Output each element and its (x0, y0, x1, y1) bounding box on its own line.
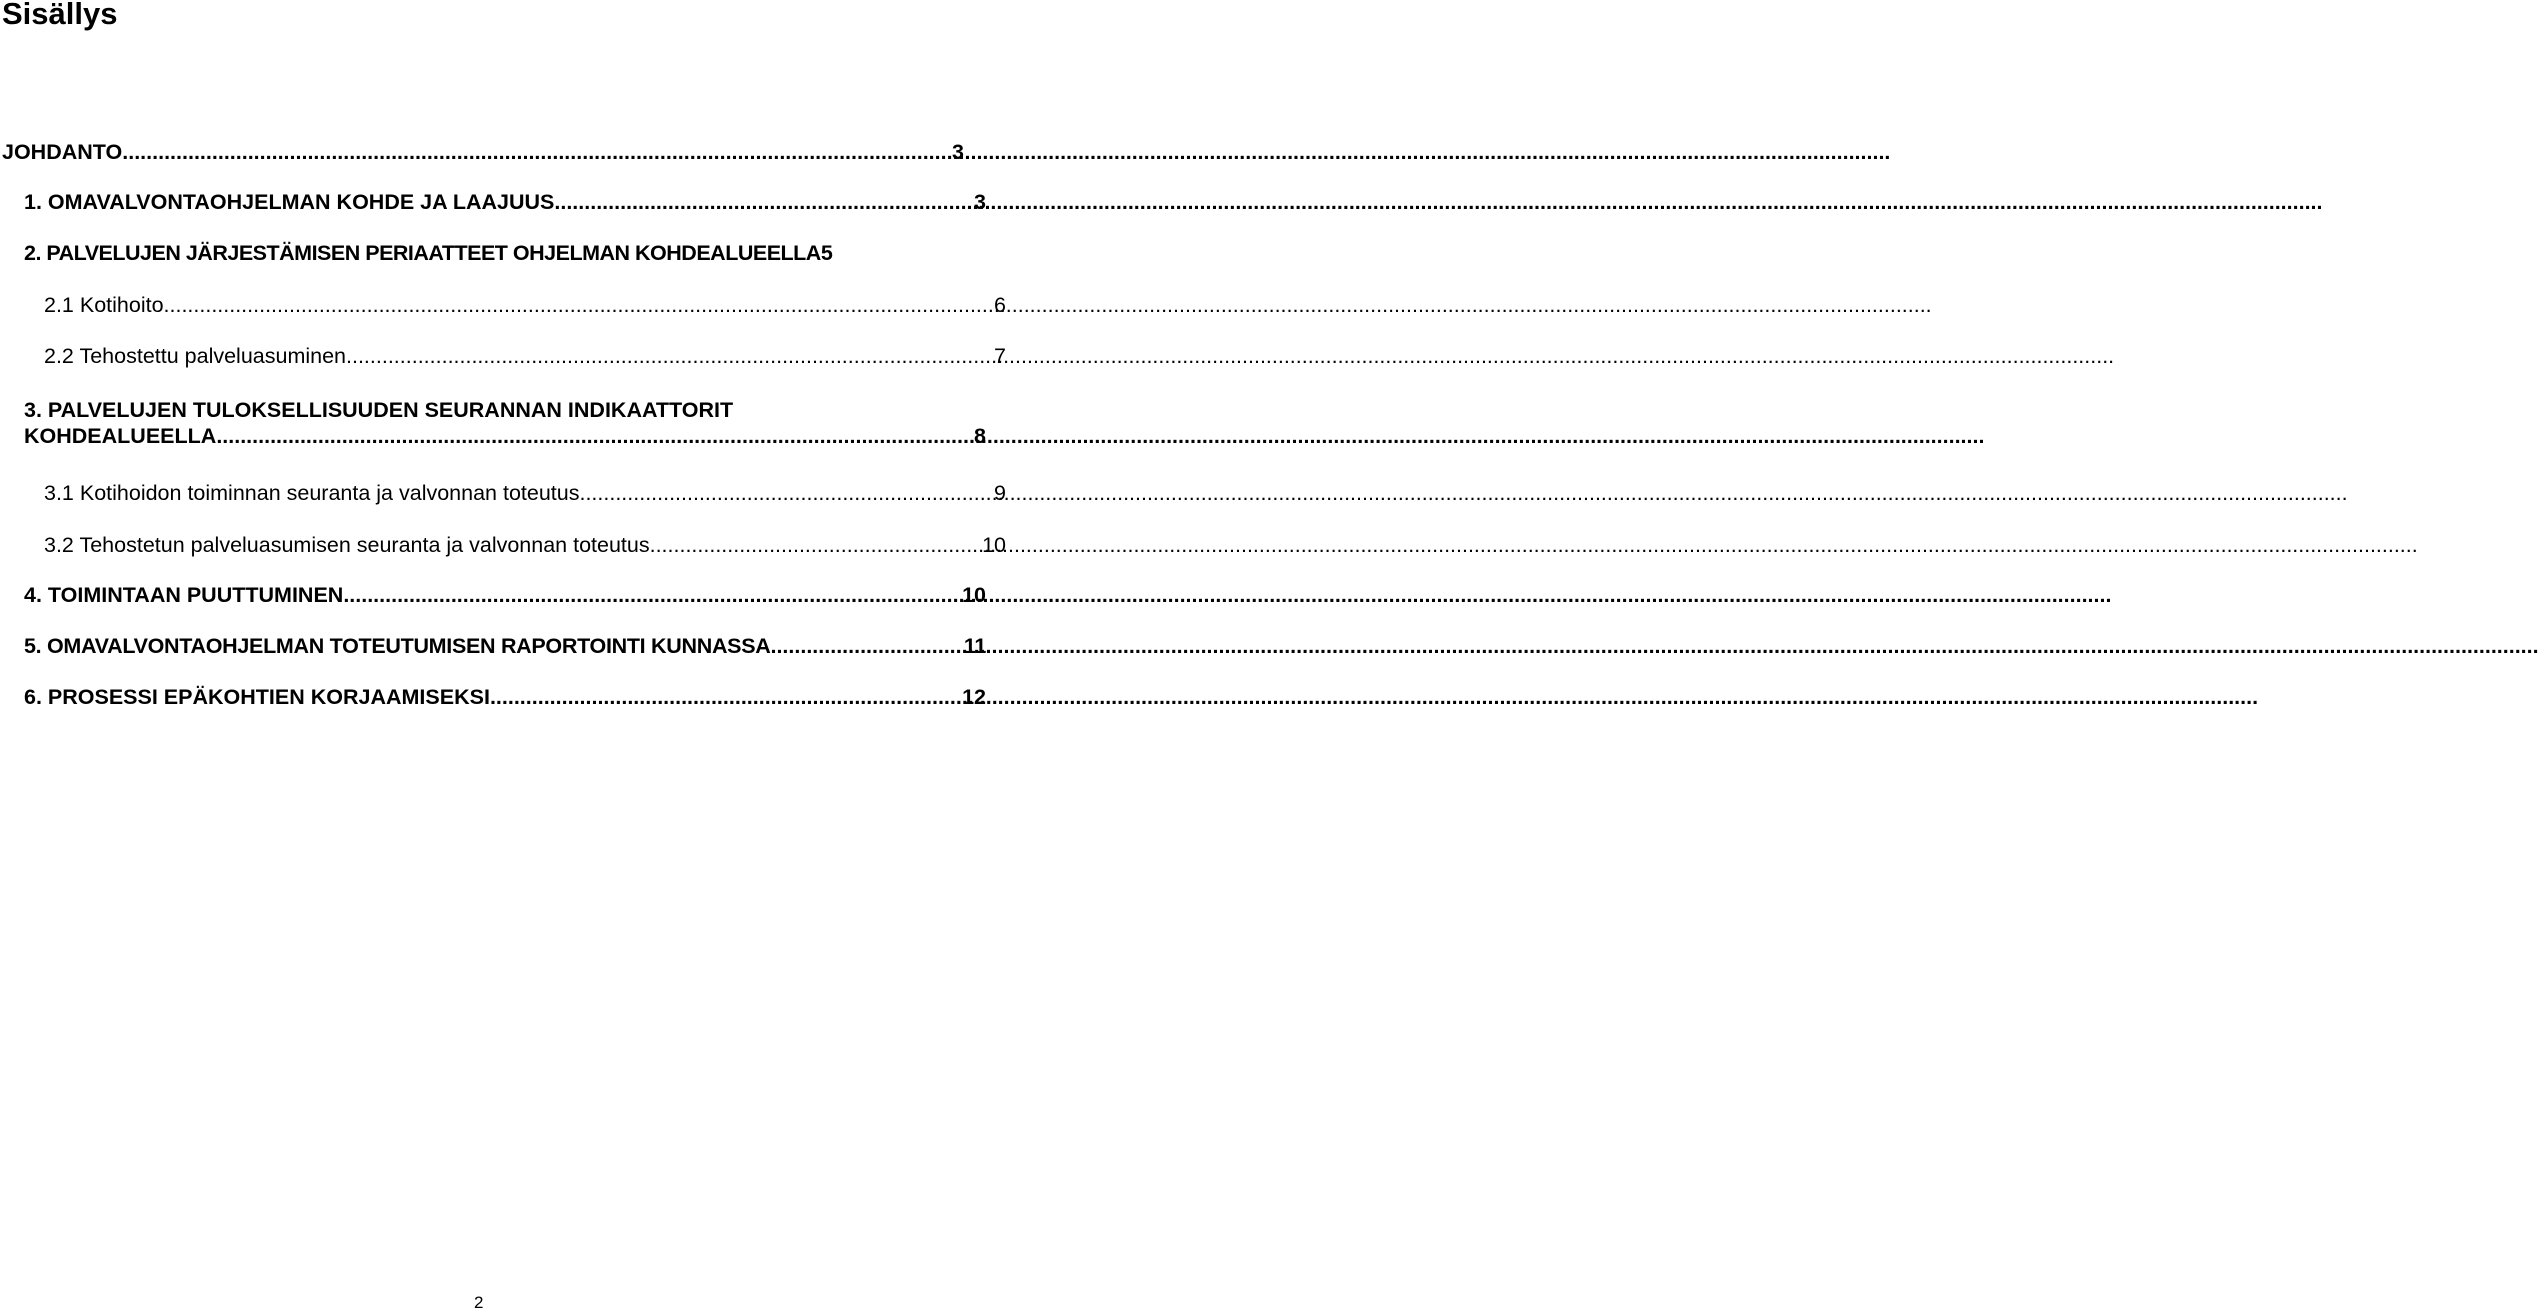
toc-dot-leader (554, 190, 974, 214)
toc-page-number: 10 (962, 583, 986, 607)
toc-entry-section-2-1[interactable] (0, 293, 1006, 317)
toc-page-number: 6 (994, 293, 1006, 317)
toc-dot-leader (579, 481, 994, 505)
toc-entry-section-5[interactable] (0, 634, 986, 658)
toc-entry-section-6[interactable] (0, 685, 986, 709)
toc-entry-text: 2.2 Tehostettu palveluasuminen (44, 344, 347, 368)
toc-page-number: 11 (963, 634, 986, 658)
page-number: 2 (474, 1293, 484, 1312)
toc-entry-text: 3.1 Kotihoidon toiminnan seuranta ja valvonnan toteutus (44, 481, 580, 505)
toc-page-number: 3 (952, 140, 964, 164)
toc-dot-leader (346, 344, 994, 368)
toc-dot-leader (164, 293, 995, 317)
toc-dot-leader (770, 634, 963, 658)
toc-entry-text: 4. TOIMINTAAN PUUTTUMINEN (24, 583, 344, 607)
toc-page-number: 5 (820, 241, 833, 265)
toc-entry-text-continued: KOHDEALUEELLA (24, 424, 217, 448)
toc-dot-leader (490, 685, 962, 709)
toc-page-number: 12 (962, 685, 986, 709)
toc-entry-text: 3.2 Tehostetun palveluasumisen seuranta ja valvonnan toteutus (44, 533, 650, 557)
toc-entry-text: 2.1 Kotihoito (44, 293, 164, 317)
toc-entry-section-2-2[interactable] (0, 344, 1006, 368)
toc-entry-text: 2. PALVELUJEN JÄRJESTÄMISEN PERIAATTEET OHJELMAN KOHDEALUEELLA (24, 241, 821, 265)
toc-entry-section-4[interactable] (0, 583, 986, 607)
toc-page-number: 8 (974, 424, 986, 448)
toc-entry-section-3[interactable] (0, 396, 986, 456)
toc-page-number: 10 (982, 533, 1006, 557)
toc-entry-text: 5. OMAVALVONTAOHJELMAN TOTEUTUMISEN RAPORTOINTI KUNNASSA (24, 634, 771, 658)
toc-entry-text: 6. PROSESSI EPÄKOHTIEN KORJAAMISEKSI (24, 685, 490, 709)
toc-page-number: 3 (974, 190, 986, 214)
toc-entry-text: 3. PALVELUJEN TULOKSELLISUUDEN SEURANNAN INDIKAATTORIT (24, 398, 734, 422)
toc-entry-section-1[interactable] (0, 190, 986, 214)
toc-entry-section-2[interactable] (0, 241, 986, 265)
toc-dot-leader (122, 140, 952, 164)
toc-entry-text: JOHDANTO (2, 140, 123, 164)
toc-entry-section-3-2[interactable] (0, 533, 1006, 557)
toc-dot-leader (650, 533, 982, 557)
toc-dot-leader (343, 583, 962, 607)
toc-dot-leader (216, 424, 974, 448)
toc-entry-section-3-1[interactable] (0, 481, 1006, 505)
document-title: Sisällys (2, 0, 118, 31)
toc-page-number: 9 (994, 481, 1006, 505)
toc-entry-johdanto[interactable] (0, 140, 964, 164)
toc-page-number: 7 (994, 344, 1006, 368)
toc-entry-text: 1. OMAVALVONTAOHJELMAN KOHDE JA LAAJUUS (24, 190, 555, 214)
